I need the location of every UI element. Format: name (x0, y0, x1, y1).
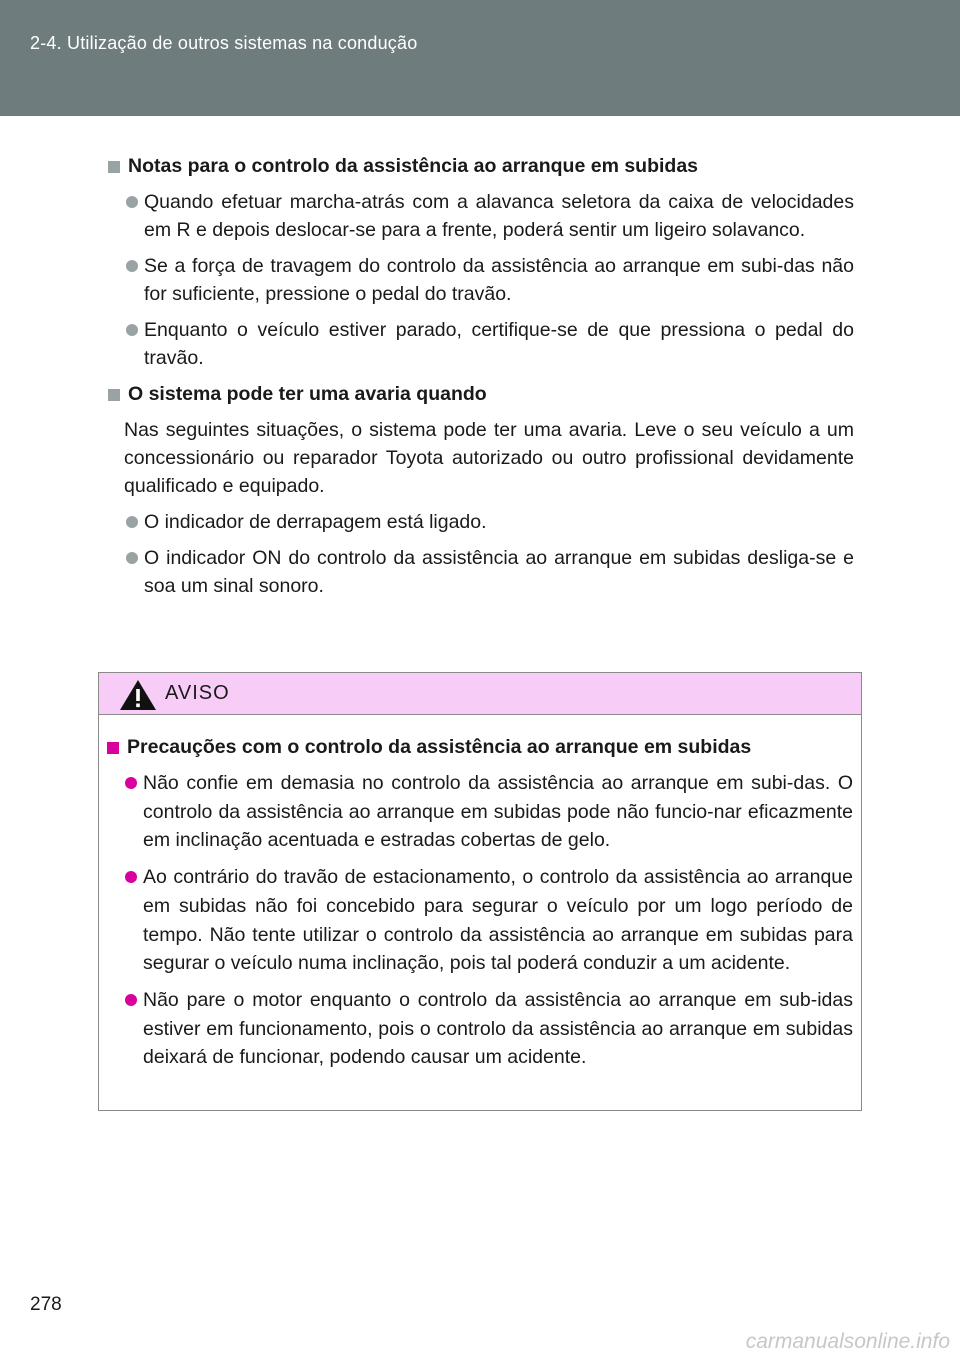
circle-bullet-icon (126, 516, 138, 528)
warning-heading (107, 733, 853, 761)
malfunction-paragraph: Nas seguintes situações, o sistema pode ter uma avaria. Leve o seu veículo a um concessionário ou reparador Toyota autorizado ou outro profissional devidamente qualificado e equipado. (124, 419, 854, 497)
section-title: 2-4. Utilização de outros sistemas na condução (30, 33, 418, 53)
malfunction-bullet (108, 508, 854, 536)
circle-bullet-icon (126, 260, 138, 272)
malfunction-bullet-text: O indicador ON do controlo da assistência ao arranque em subidas desliga-se e soa um sinal sonoro. (144, 547, 854, 597)
warning-box (98, 672, 862, 1111)
circle-bullet-icon (125, 777, 137, 789)
warning-bullet-text: Ao contrário do travão de estacionamento, o controlo da assistência ao arranque em subidas não foi concebido para segurar o veículo por um logo período de tempo. Não tente utilizar o controlo da assistência ao arranque em subidas para segurar o veículo numa inclinação, pois tal poderá conduzir a um acidente. (143, 866, 853, 975)
notes-bullet-text: Enquanto o veículo estiver parado, certifique-se de que pressiona o pedal do travão. (144, 319, 854, 369)
notes-bullet (108, 252, 854, 308)
watermark: carmanualsonline.info (745, 1330, 950, 1353)
malfunction-heading-text: O sistema pode ter uma avaria quando (128, 383, 487, 405)
square-bullet-icon (108, 161, 120, 173)
circle-bullet-icon (126, 196, 138, 208)
circle-bullet-icon (126, 552, 138, 564)
notes-heading (108, 152, 854, 180)
notes-bullet-text: Quando efetuar marcha-atrás com a alavanca seletora da caixa de velocidades em R e depois deslocar-se para a frente, poderá sentir um ligeiro solavanco. (144, 191, 854, 241)
page-header (0, 0, 960, 116)
warning-body (99, 715, 861, 1072)
main-content (108, 152, 854, 600)
notes-bullet (108, 188, 854, 244)
square-bullet-icon (108, 389, 120, 401)
warning-bullet (107, 986, 853, 1072)
warning-title: AVISO (165, 682, 230, 704)
notes-bullet-text: Se a força de travagem do controlo da assistência ao arranque em subi-das não for suficiente, pressione o pedal do travão. (144, 255, 854, 305)
circle-bullet-icon (126, 324, 138, 336)
warning-bullet-text: Não pare o motor enquanto o controlo da assistência ao arranque em sub-idas estiver em funcionamento, pois o controlo da assistência ao arranque em subidas deixará de funcionar, podendo causar um acidente. (143, 988, 853, 1069)
warning-bullet (107, 863, 853, 978)
warning-triangle-icon (119, 679, 157, 711)
malfunction-bullet-text: O indicador de derrapagem está ligado. (144, 511, 487, 533)
warning-heading-text: Precauções com o controlo da assistência ao arranque em subidas (127, 736, 752, 758)
malfunction-heading (108, 380, 854, 408)
warning-bullet-text: Não confie em demasia no controlo da assistência ao arranque em subi-das. O controlo da assistência ao arranque em subidas pode não funcio-nar eficazmente em inclinação acentuada e estradas cobertas de gelo. (143, 772, 853, 852)
warning-header (99, 673, 861, 715)
circle-bullet-icon (125, 994, 137, 1006)
notes-heading-text: Notas para o controlo da assistência ao arranque em subidas (128, 155, 699, 177)
circle-bullet-icon (125, 871, 137, 883)
square-bullet-icon (107, 742, 119, 754)
malfunction-bullet (108, 544, 854, 600)
notes-bullet (108, 316, 854, 372)
page-number: 278 (30, 1294, 62, 1315)
warning-bullet (107, 769, 853, 855)
